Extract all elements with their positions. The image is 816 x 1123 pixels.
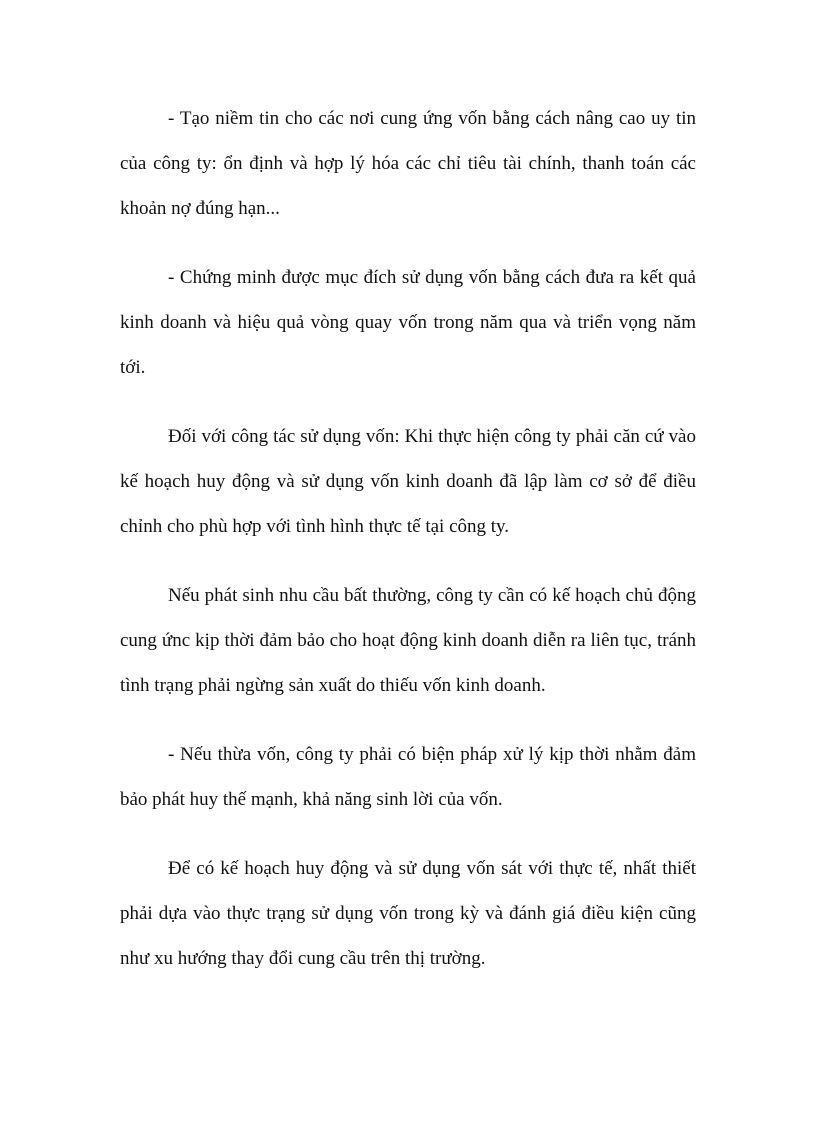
- paragraph-build-trust: - Tạo niềm tin cho các nơi cung ứng vốn bằng cách nâng cao uy tin của công ty: ổn định và hợp lý hóa các chỉ tiêu tài chính, thanh toán các khoản nợ đúng hạn...: [120, 108, 696, 219]
- paragraph-unusual-demand: Nếu phát sinh nhu cầu bất thường, công ty cần có kế hoạch chủ động cung ứnc kịp thời đảm bảo cho hoạt động kinh doanh diễn ra liên tục, tránh tình trạng phải ngừng sản xuất do thiếu vốn kinh doanh.: [120, 585, 696, 696]
- paragraph-surplus-capital: - Nếu thừa vốn, công ty phải có biện pháp xử lý kịp thời nhằm đảm bảo phát huy thế mạnh, khả năng sinh lời của vốn.: [120, 744, 696, 810]
- paragraph-planning-basis: Để có kế hoạch huy động và sử dụng vốn sát với thực tế, nhất thiết phải dựa vào thực trạng sử dụng vốn trong kỳ và đánh giá điều kiện cũng như xu hướng thay đổi cung cầu trên thị trường.: [120, 858, 696, 969]
- document-body: [120, 96, 696, 981]
- paragraph-prove-purpose: - Chứng minh được mục đích sử dụng vốn bằng cách đưa ra kết quả kinh doanh và hiệu quả vòng quay vốn trong năm qua và triển vọng năm tới.: [120, 267, 696, 378]
- paragraph-capital-use: Đối với công tác sử dụng vốn: Khi thực hiện công ty phải căn cứ vào kế hoạch huy động và sử dụng vốn kinh doanh đã lập làm cơ sở để điều chỉnh cho phù hợp với tình hình thực tế tại công ty.: [120, 426, 696, 537]
